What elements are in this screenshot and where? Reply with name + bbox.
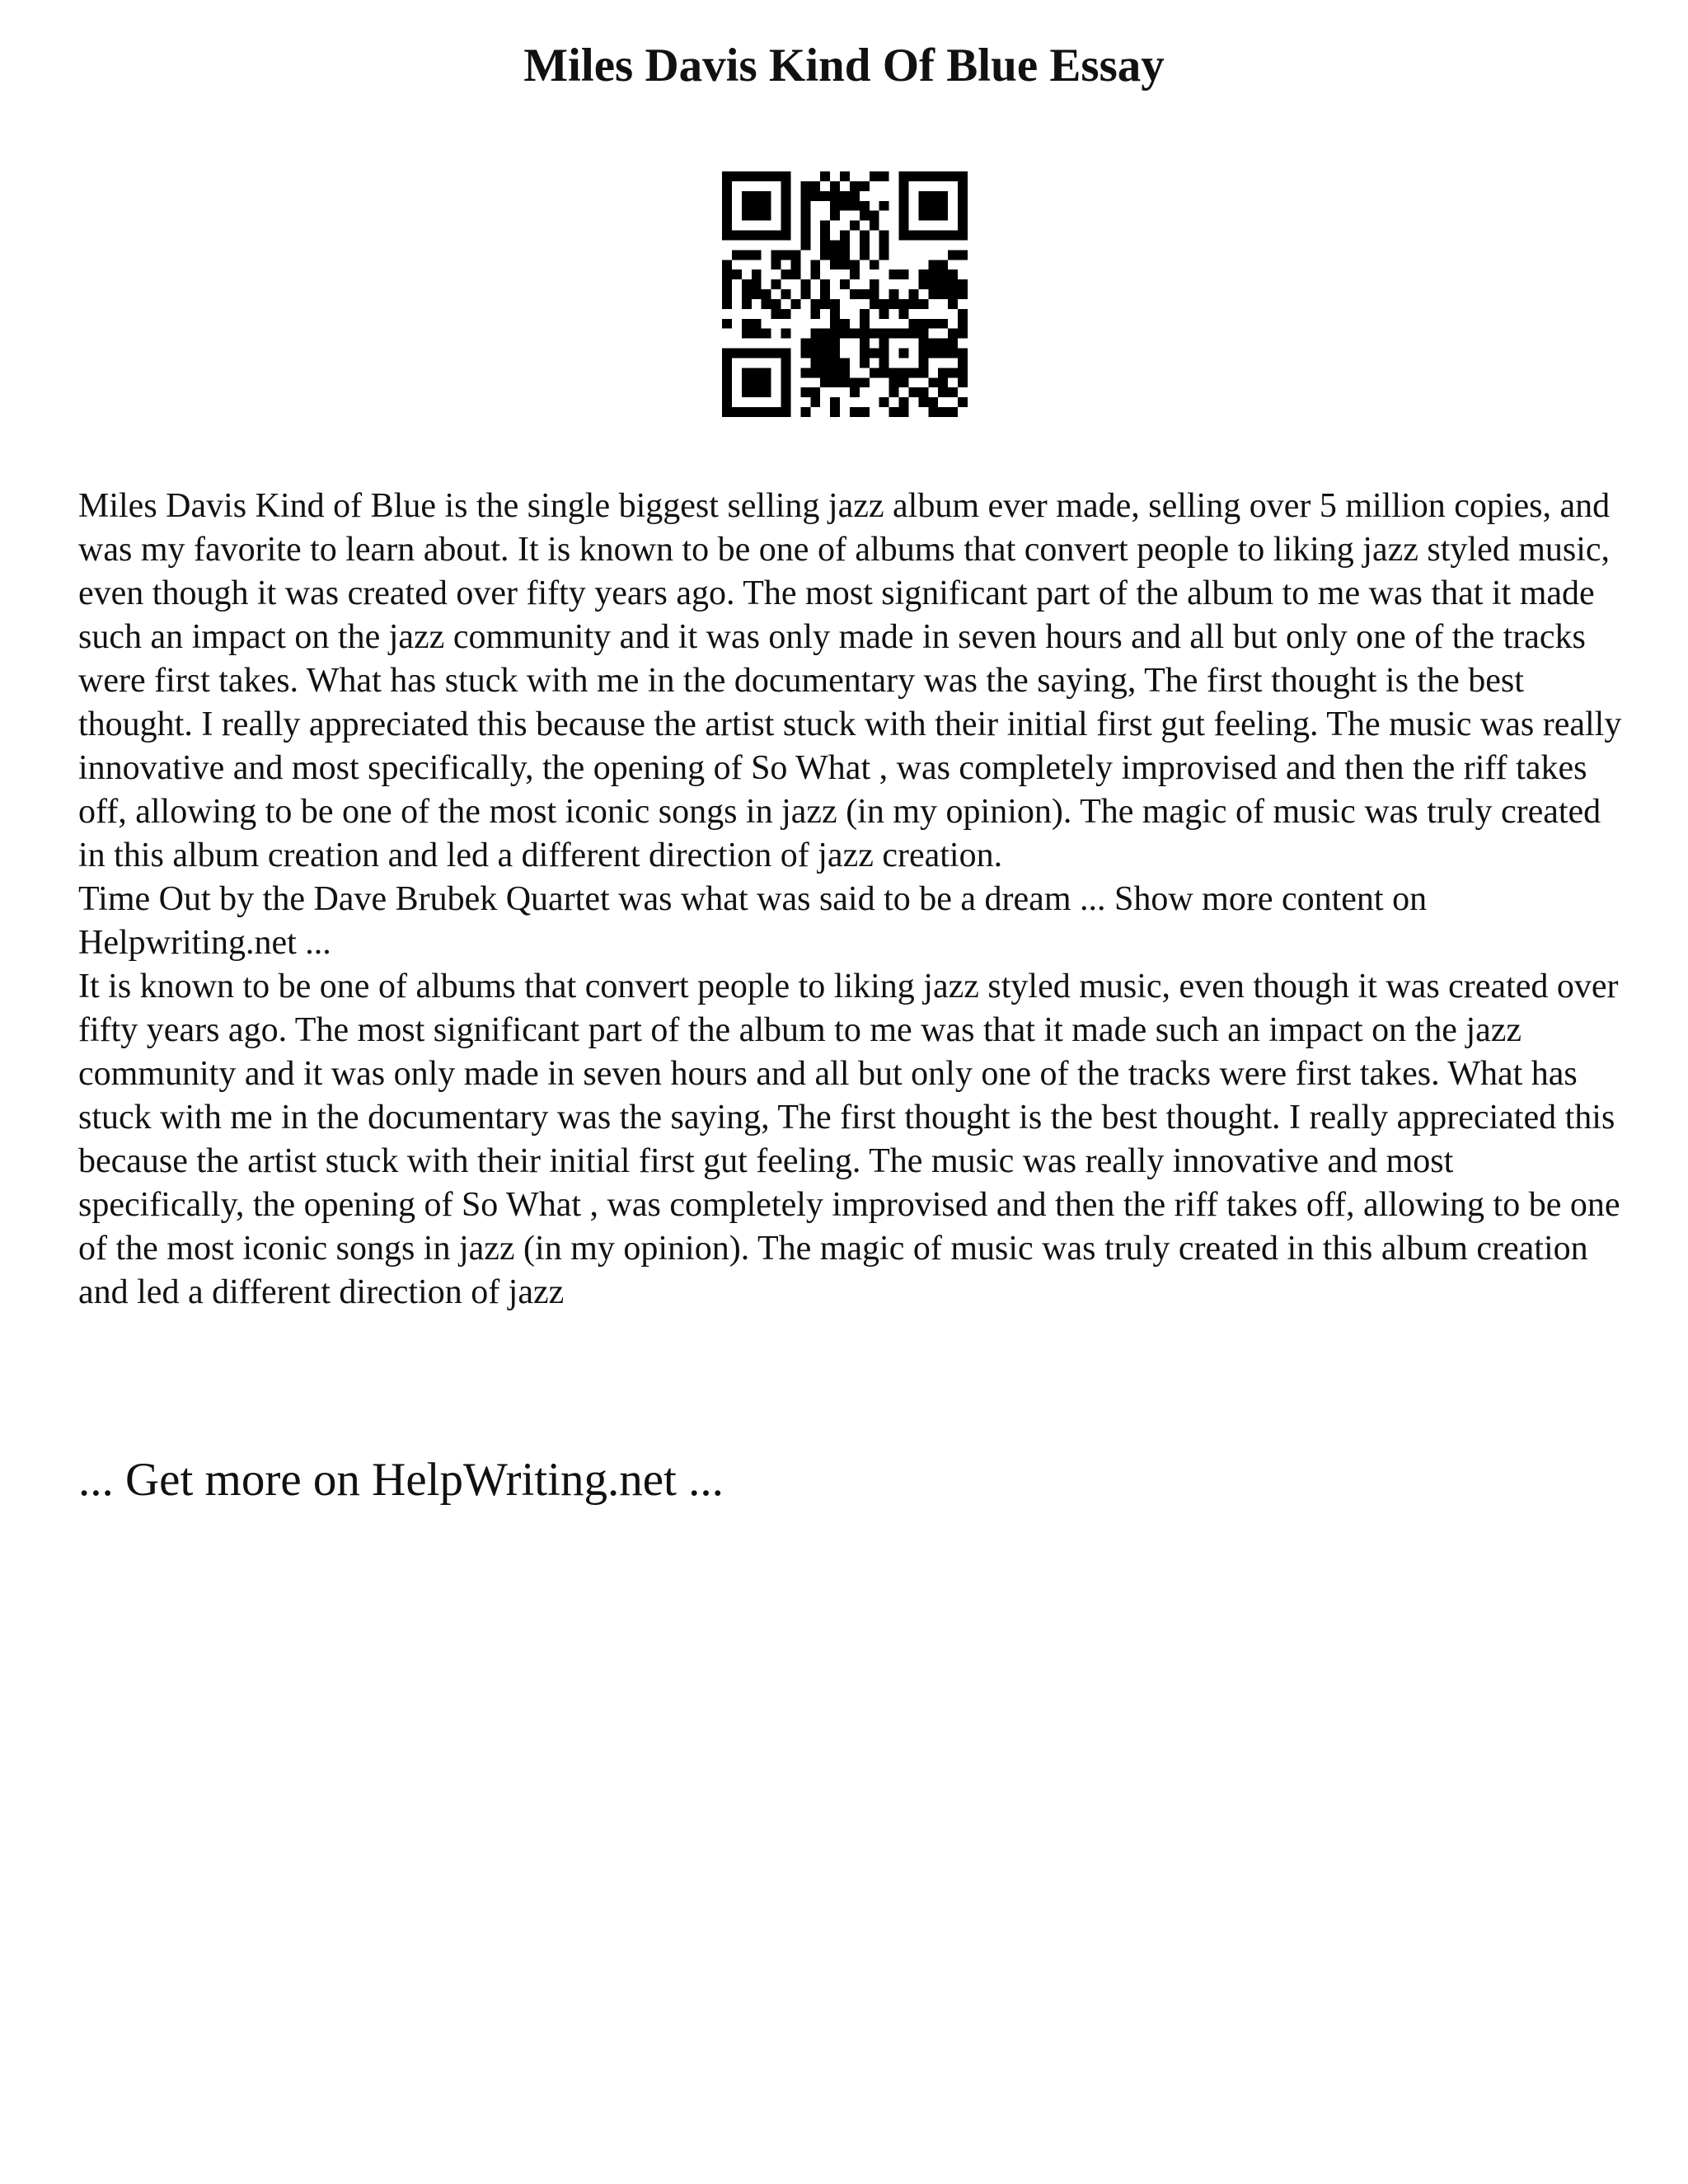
qr-code-icon: [722, 171, 968, 417]
essay-body: [78, 485, 1628, 1315]
essay-paragraph-3: It is known to be one of albums that convert people to liking jazz styled music, even though it was created over fifty years ago. The most significant part of the album to me was that it made such an impact on the jazz community and it was only made in seven hours and all but only one of the tracks were first takes. What has stuck with me in the documentary was the saying, The first thought is the best thought. I really appreciated this because the artist stuck with their initial first gut feeling. The music was really innovative and most specifically, the opening of So What , was completely improvised and then the riff takes off, allowing to be one of the most iconic songs in jazz (in my opinion). The magic of music was truly created in this album creation and led a different direction of jazz: [78, 968, 1620, 1311]
get-more-link[interactable]: ... Get more on HelpWriting.net ...: [78, 1454, 724, 1506]
document-title: Miles Davis Kind Of Blue Essay: [523, 40, 1165, 91]
essay-paragraph-1: Miles Davis Kind of Blue is the single biggest selling jazz album ever made, selling over 5 million copies, and was my favorite to learn about. It is known to be one of albums that convert people to liking jazz styled music, even though it was created over fifty years ago. The most significant part of the album to me was that it made such an impact on the jazz community and it was only made in seven hours and all but only one of the tracks were first takes. What has stuck with me in the documentary was the saying, The first thought is the best thought. I really appreciated this because the artist stuck with their initial first gut feeling. The music was really innovative and most specifically, the opening of So What , was completely improvised and then the riff takes off, allowing to be one of the most iconic songs in jazz (in my opinion). The magic of music was truly created in this album creation and led a different direction of jazz creation.: [78, 487, 1622, 874]
essay-paragraph-2: Time Out by the Dave Brubek Quartet was what was said to be a dream ... Show more content on Helpwriting.net ...: [78, 880, 1428, 962]
